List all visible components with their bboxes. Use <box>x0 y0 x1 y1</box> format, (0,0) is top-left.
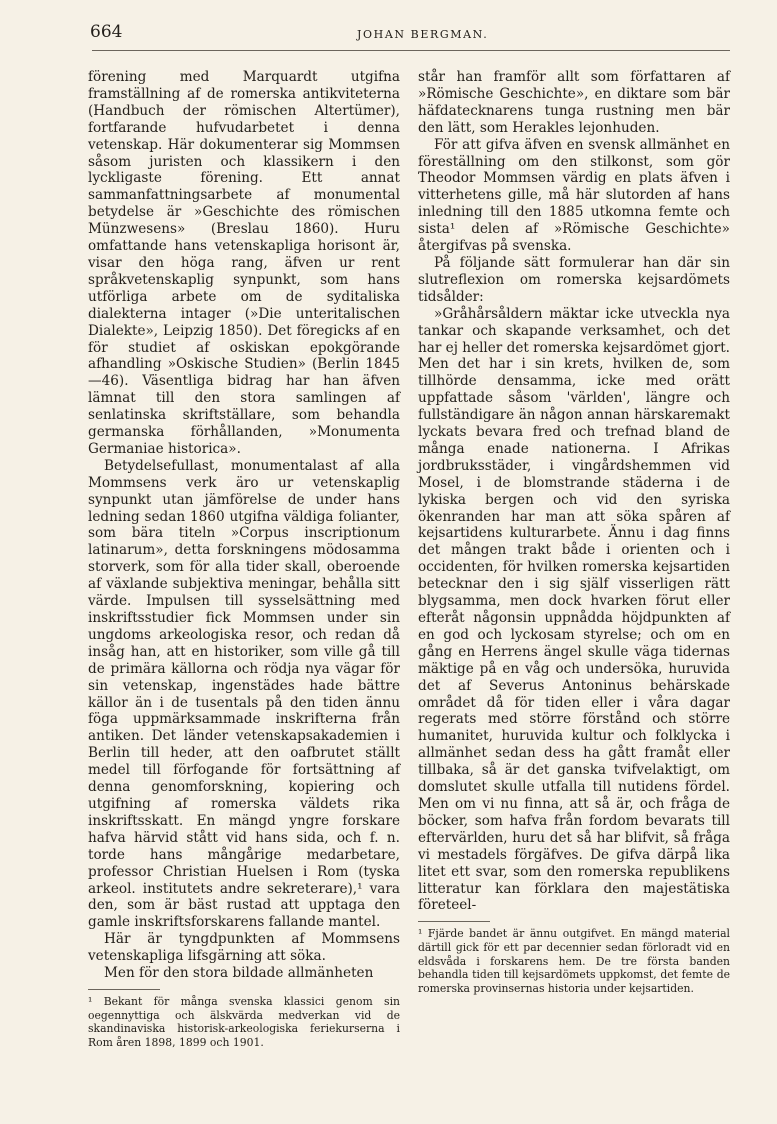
quotation: »Gråhårsåldern mäktar icke utveckla nya tankar och skapande verksamhet, och det har ej heller det romerska kejsardömet gjort. Men det har i sin krets, hvilken de, som tillhörde densamma, icke med orätt uppfattade såsom 'världen', längre och fullständigare än någon annan härskaremakt lyckats bevara fred och trefnad bland de många enade nationerna. I Afrikas jordbruksstäder, i vingårdshemmen vid Mosel, i de blomstrande städerna i de lykiska bergen och vid den syriska ökenranden har man att söka spåren af kejsartidens kulturarbete. Ännu i dag finns det mången trakt både i orienten och i occidenten, för hvilken romerska kejsartiden betecknar den i sig själf visserligen rätt blygsamma, men dock hvarken förut eller efteråt någonsin uppnådda höjdpunkten af en god och lyckosam styrelse; och om en gång en Herrens ängel skulle väga tidernas mäktige på en våg och undersöka, huruvida det af Severus Antoninus behärskade området då för tiden eller i våra dagar regerats med större förstånd och större humanitet, huruvida kultur och folklycka i allmänhet sedan dess ha gått framåt eller tillbaka, så är det ganska tvifvelaktigt, om domslutet skulle utfalla till nutidens fördel. Men om vi nu finna, att så är, och fråga de böcker, som hafva från fordom bevarats till eftervärlden, huru det så har blifvit, så fråga vi mestadels förgäfves. De gifva därpå lika litet ett svar, som den romerska republikens litteratur kan förklara den majestätiska företeel- <box>418 305 730 914</box>
left-column <box>88 69 400 1049</box>
paragraph: Men för den stora bildade allmänheten <box>104 965 374 982</box>
right-column <box>418 69 730 995</box>
header-rule <box>92 50 730 51</box>
footnote-rule <box>88 989 160 990</box>
page-number: 664 <box>90 22 123 42</box>
footnote-rule <box>418 921 490 922</box>
paragraph: Här är tyngdpunkten af Mommsens vetenskapliga lifsgärning att söka. <box>88 931 400 965</box>
running-head: JOHAN BERGMAN. <box>357 28 489 41</box>
page-header <box>90 22 730 48</box>
paragraph: På följande sätt formulerar han där sin slutreflexion om romerska kejsardömets tidsålder: <box>418 254 730 305</box>
footnote: ¹ Bekant för många svenska klassici genom sin oegennyttiga och älskvärda medverkan vid de skandinaviska historisk-arkeologiska feriekurserna i Rom åren 1898, 1899 och 1901. <box>88 994 400 1049</box>
paragraph: Betydelsefullast, monumentalast af alla Mommsens verk äro ur vetenskaplig synpunkt utan jämförelse de under hans ledning sedan 1860 utgifna väldiga folianter, som bära titeln »Corpus inscriptionum latinarum», detta forskningens mödosamma storverk, som för alla tider skall, oberoende af växlande subjektiva meningar, behålla sitt värde. Impulsen till sysselsättning med inskriftsstudier fick Mommsen under sin ungdoms arkeologiska resor, och redan då insåg han, att en historiker, som ville gå till de primära källorna och rödja nya vägar för sin vetenskap, ingenstädes hade bättre källor än i de tusentals på den tiden ännu föga uppmärksammade inskrifterna från antiken. Det länder vetenskapsakademien i Berlin till heder, att den oafbrutet ställt medel till förfogande för fortsättning af denna genomforskning, kopiering och utgifning af romerska väldets rika inskriftsskatt. En mängd yngre forskare hafva härvid stått vid hans sida, och f. n. torde hans mångårige medarbetare, professor Christian Huelsen i Rom (tyska arkeol. institutets andre sekreterare),¹ vara den, som är bäst rustad att upptaga den gamle inskriftsforskarens fallande mantel. <box>88 457 400 931</box>
paragraph: För att gifva äfven en svensk allmänhet en föreställning om den stilkonst, som gör Theodor Mommsen värdig en plats äfven i vitterhetens gille, må här slutorden af hans inledning till den 1885 utkomna femte och sista¹ delen af »Römische Geschichte» återgifvas på svenska. <box>418 136 730 255</box>
footnote: ¹ Fjärde bandet är ännu outgifvet. En mängd material därtill gick för ett par decennier sedan förloradt vid en eldsvåda i forskarens hem. De tre första banden behandla tiden till kejsardömets uppkomst, det femte de romerska provinsernas historia under kejsartiden. <box>418 927 730 995</box>
paragraph: står han framför allt som författaren af »Römische Geschichte», en diktare som bär häfdatecknarens tunga rustning men bär den lätt, som Herakles lejonhuden. <box>418 69 730 136</box>
paragraph: förening med Marquardt utgifna framställning af de romerska antikviteterna (Handbuch der römischen Altertümer), fortfarande hufvudarbetet i denna vetenskap. Här dokumenterar sig Mommsen såsom juristen och klassikern i den lyckligaste förening. Ett annat sammanfattningsarbete af monumental betydelse är »Geschichte des römischen Münzwesens» (Breslau 1860). Huru omfattande hans vetenskapliga horisont är, visar den höga rang, äfven ur rent språkvetenskaplig synpunkt, som hans utförliga arbete om de syditaliska dialekterna intager (»Die unteritalischen Dialekte», Leipzig 1850). Det föregicks af en för studiet af oskiskan epokgörande afhandling »Oskische Studien» (Berlin 1845—46). Väsentliga bidrag har han äfven lämnat till den stora samlingen af senlatinska skriftställare, som behandla germanska förhållanden, »Monumenta Germaniae historica». <box>88 69 400 457</box>
